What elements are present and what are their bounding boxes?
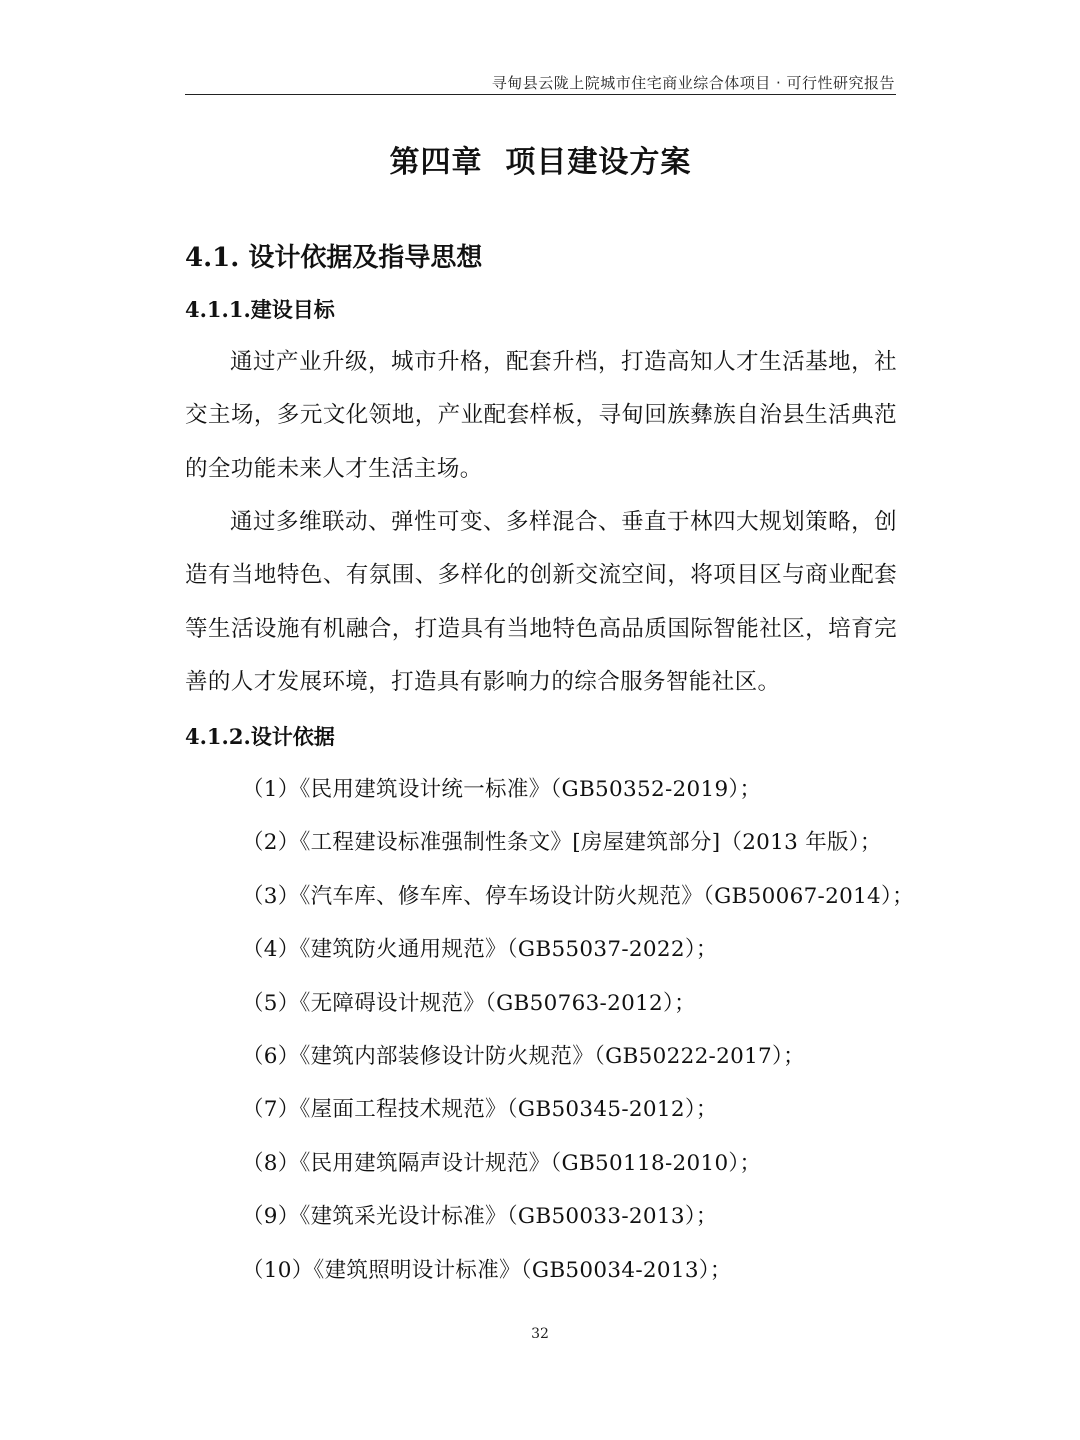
subsection-heading-basis: 4.1.2.设计依据 bbox=[185, 724, 335, 749]
reference-item: （1）《民用建筑设计统一标准》（GB50352-2019）； bbox=[242, 777, 762, 802]
subsection-heading-goals: 4.1.1.建设目标 bbox=[185, 297, 335, 322]
header-rule bbox=[185, 94, 896, 95]
reference-item: （8）《民用建筑隔声设计规范》（GB50118-2010）； bbox=[242, 1150, 762, 1176]
paragraph: 通过多维联动、弹性可变、多样混合、垂直于林四大规划策略，创造有当地特色、有氛围、多样化的创新交流空间，将项目区与商业配套等生活设施有机融合，打造具有当地特色高品质国际智能社区，培育完善的人才发展环境，打造具有影响力的综合服务智能社区。 bbox=[185, 509, 897, 696]
reference-item: （3）《汽车库、修车库、停车场设计防火规范》（GB50067-2014）； bbox=[242, 883, 914, 909]
reference-item: （9）《建筑采光设计标准》（GB50033-2013）； bbox=[242, 1204, 718, 1230]
running-header: 寻甸县云陇上院城市住宅商业综合体项目 · 可行性研究报告 bbox=[491, 74, 895, 92]
paragraph: 通过产业升级，城市升格，配套升档，打造高知人才生活基地，社交主场，多元文化领地，产业配套样板，寻甸回族彝族自治县生活典范的全功能未来人才生活主场。 bbox=[185, 349, 897, 482]
page-number: 32 bbox=[531, 1326, 549, 1342]
reference-list bbox=[242, 763, 914, 1297]
chapter-title: 第四章 项目建设方案 bbox=[389, 145, 692, 180]
reference-item: （6）《建筑内部装修设计防火规范》（GB50222-2017）； bbox=[242, 1043, 805, 1069]
reference-item: （10）《建筑照明设计标准》（GB50034-2013）； bbox=[242, 1257, 732, 1283]
reference-item: （2）《工程建设标准强制性条文》[房屋建筑部分]（2013 年版）； bbox=[242, 830, 882, 856]
reference-item: （7）《屋面工程技术规范》（GB50345-2012）； bbox=[242, 1097, 718, 1123]
reference-item: （5）《无障碍设计规范》（GB50763-2012）； bbox=[242, 990, 696, 1016]
reference-item: （4）《建筑防火通用规范》（GB55037-2022）； bbox=[242, 937, 718, 963]
section-heading: 4.1. 设计依据及指导思想 bbox=[185, 243, 483, 273]
